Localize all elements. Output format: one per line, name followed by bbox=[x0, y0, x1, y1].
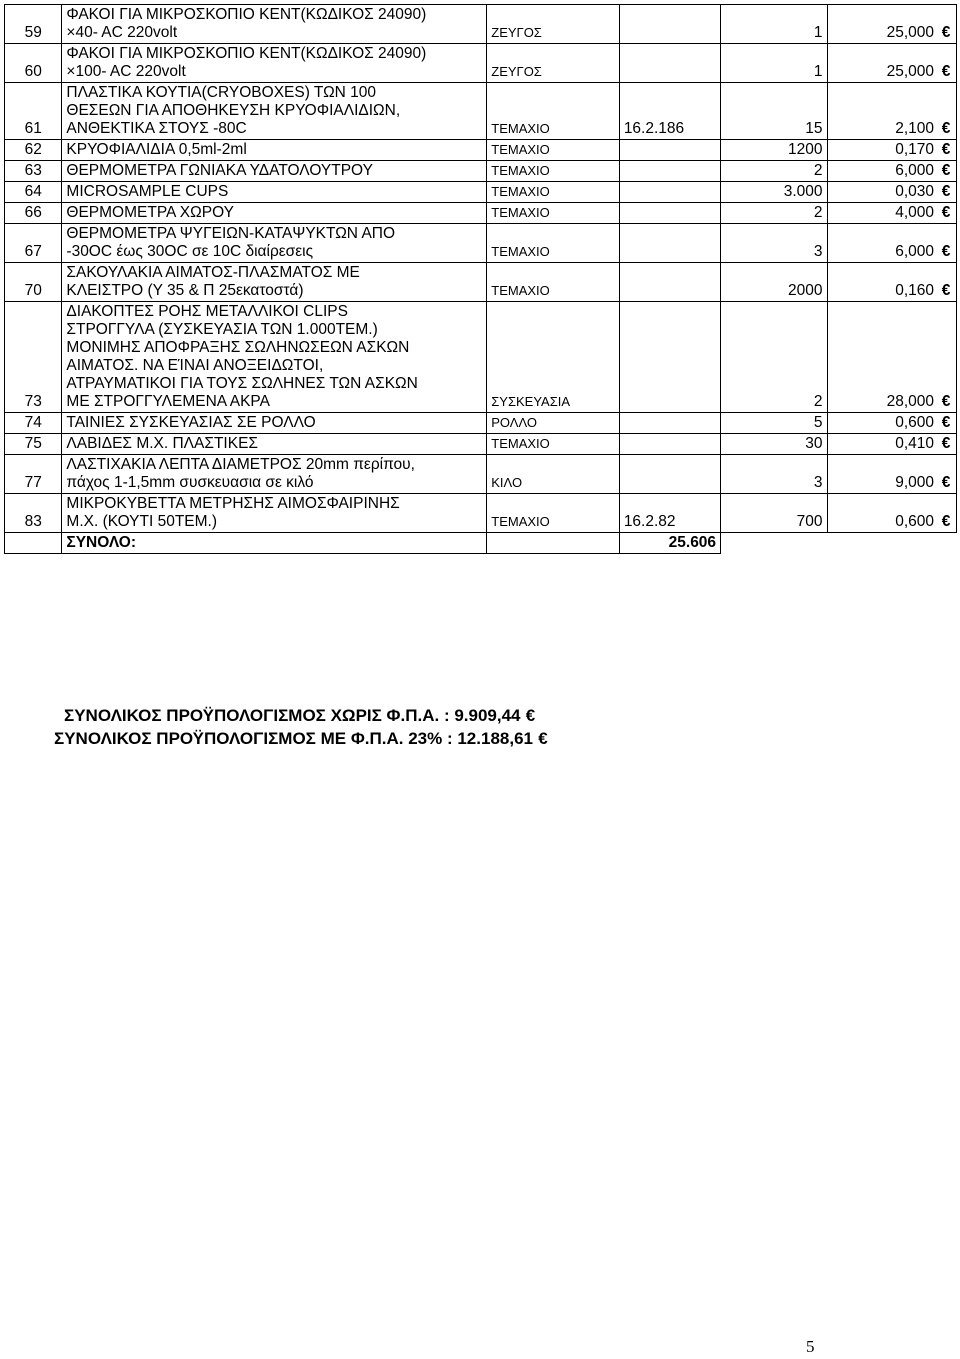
item-description bbox=[62, 455, 487, 494]
item-unit: ΤΕΜΑΧΙΟ bbox=[487, 161, 620, 182]
item-quantity: 1200 bbox=[721, 140, 827, 161]
item-number: 83 bbox=[5, 494, 62, 533]
total-num-cell bbox=[5, 533, 62, 554]
item-unit: ΤΕΜΑΧΙΟ bbox=[487, 182, 620, 203]
item-price: 0,030 bbox=[895, 183, 934, 200]
item-description bbox=[62, 434, 487, 455]
page-number: 5 bbox=[806, 1337, 815, 1356]
euro-icon: € bbox=[941, 183, 951, 200]
item-description bbox=[62, 182, 487, 203]
item-quantity: 1 bbox=[721, 44, 827, 83]
item-price-cell bbox=[827, 182, 956, 203]
item-description bbox=[62, 44, 487, 83]
summary-without-vat bbox=[64, 706, 537, 726]
item-date bbox=[619, 455, 720, 494]
item-number: 66 bbox=[5, 203, 62, 224]
euro-icon: € bbox=[941, 393, 951, 410]
item-date bbox=[619, 182, 720, 203]
item-price-cell bbox=[827, 140, 956, 161]
table-row bbox=[5, 455, 957, 494]
item-number: 75 bbox=[5, 434, 62, 455]
item-price: 0,600 bbox=[895, 513, 934, 530]
item-number: 70 bbox=[5, 263, 62, 302]
item-price: 25,000 bbox=[886, 63, 934, 80]
item-description-line: ΣΤΡΟΓΓΥΛΑ (ΣΥΣΚΕΥΑΣΙΑ ΤΩΝ 1.000ΤΕΜ.) bbox=[66, 321, 378, 338]
item-date bbox=[619, 5, 720, 44]
item-price: 25,000 bbox=[886, 24, 934, 41]
item-description-line: ΘΕΡΜΟΜΕΤΡΑ ΧΩΡΟΥ bbox=[66, 204, 234, 221]
item-quantity: 2 bbox=[721, 161, 827, 182]
item-price: 2,100 bbox=[895, 120, 934, 137]
euro-icon: € bbox=[538, 729, 548, 748]
item-description-line: Μ.Χ. (ΚΟΥΤΙ 50ΤΕΜ.) bbox=[66, 513, 218, 530]
item-unit: ΚΙΛΟ bbox=[487, 455, 620, 494]
item-description-line: ΣΑΚΟΥΛΑΚΙΑ ΑΙΜΑΤΟΣ-ΠΛΑΣΜΑΤΟΣ ΜΕ bbox=[66, 264, 360, 281]
item-price-cell bbox=[827, 5, 956, 44]
item-description bbox=[62, 140, 487, 161]
item-price-cell bbox=[827, 224, 956, 263]
item-number: 63 bbox=[5, 161, 62, 182]
item-number: 67 bbox=[5, 224, 62, 263]
item-quantity: 3.000 bbox=[721, 182, 827, 203]
item-price: 0,410 bbox=[895, 435, 934, 452]
item-description-line: ×40- AC 220volt bbox=[66, 24, 178, 41]
item-price: 4,000 bbox=[895, 204, 934, 221]
item-date bbox=[619, 44, 720, 83]
item-description-line: ΑΙΜΑΤΟΣ. ΝΑ ΕΊΝΑΙ ΑΝΟΞΕΙΔΩΤΟΙ, bbox=[66, 357, 324, 374]
item-description bbox=[62, 161, 487, 182]
item-description bbox=[62, 413, 487, 434]
item-date bbox=[619, 140, 720, 161]
total-row bbox=[5, 533, 957, 554]
item-price-cell bbox=[827, 83, 956, 140]
item-unit: ΤΕΜΑΧΙΟ bbox=[487, 203, 620, 224]
items-table bbox=[4, 4, 957, 554]
table-row bbox=[5, 413, 957, 434]
item-number: 62 bbox=[5, 140, 62, 161]
item-description-line: ΛΑΒΙΔΕΣ Μ.Χ. ΠΛΑΣΤΙΚΕΣ bbox=[66, 435, 258, 452]
item-description-line: ΔΙΑΚΟΠΤΕΣ ΡΟΗΣ ΜΕΤΑΛΛΙΚΟΙ CLIPS bbox=[66, 303, 348, 320]
euro-icon: € bbox=[525, 706, 536, 725]
euro-icon: € bbox=[941, 474, 951, 491]
item-price: 0,170 bbox=[895, 141, 934, 158]
item-date: 16.2.186 bbox=[619, 83, 720, 140]
item-date bbox=[619, 413, 720, 434]
item-description-line: ×100- AC 220volt bbox=[66, 63, 186, 80]
item-price: 6,000 bbox=[895, 243, 934, 260]
item-number: 60 bbox=[5, 44, 62, 83]
item-quantity: 2000 bbox=[721, 263, 827, 302]
item-price-cell bbox=[827, 203, 956, 224]
item-number: 61 bbox=[5, 83, 62, 140]
item-quantity: 3 bbox=[721, 455, 827, 494]
item-quantity: 700 bbox=[721, 494, 827, 533]
item-description-line: MICROSAMPLE CUPS bbox=[66, 183, 229, 200]
item-unit: ΤΕΜΑΧΙΟ bbox=[487, 494, 620, 533]
item-date: 16.2.82 bbox=[619, 494, 720, 533]
euro-icon: € bbox=[941, 141, 951, 158]
euro-icon: € bbox=[941, 24, 951, 41]
item-description bbox=[62, 83, 487, 140]
table-row bbox=[5, 203, 957, 224]
item-number: 59 bbox=[5, 5, 62, 44]
item-unit: ΤΕΜΑΧΙΟ bbox=[487, 434, 620, 455]
item-price: 28,000 bbox=[886, 393, 934, 410]
euro-icon: € bbox=[941, 435, 951, 452]
item-unit: ΤΕΜΑΧΙΟ bbox=[487, 83, 620, 140]
item-description-line: ΑΝΘΕΚΤΙΚΑ ΣΤΟΥΣ -80C bbox=[66, 120, 247, 137]
item-date bbox=[619, 434, 720, 455]
item-quantity: 30 bbox=[721, 434, 827, 455]
item-description-line: ΜΙΚΡΟΚΥΒΕΤΤΑ ΜΕΤΡΗΣΗΣ ΑΙΜΟΣΦΑΙΡΙΝΗΣ bbox=[66, 495, 400, 512]
summary-with-vat-text: ΣΥΝΟΛΙΚΟΣ ΠΡΟΫΠΟΛΟΓΙΣΜΟΣ ΜΕ Φ.Π.Α. 23% : 12.188,61 bbox=[54, 729, 533, 748]
item-description-line: ΦΑΚΟΙ ΓΙΑ ΜΙΚΡΟΣΚΟΠΙΟ ΚΕΝΤ(ΚΩΔΙΚΟΣ 24090) bbox=[66, 6, 427, 23]
item-number: 77 bbox=[5, 455, 62, 494]
summary-without-vat-text: ΣΥΝΟΛΙΚΟΣ ΠΡΟΫΠΟΛΟΓΙΣΜΟΣ ΧΩΡΙΣ Φ.Π.Α. : 9.909,44 bbox=[64, 706, 521, 725]
item-date bbox=[619, 263, 720, 302]
total-qty-cell bbox=[721, 533, 827, 554]
item-unit: ΣΥΣΚΕΥΑΣΙΑ bbox=[487, 302, 620, 413]
item-unit: ΤΕΜΑΧΙΟ bbox=[487, 263, 620, 302]
item-quantity: 1 bbox=[721, 5, 827, 44]
item-price: 6,000 bbox=[895, 162, 934, 179]
item-description-line: ΜΟΝΙΜΗΣ ΑΠΟΦΡΑΞΗΣ ΣΩΛΗΝΩΣΕΩΝ ΑΣΚΩΝ bbox=[66, 339, 410, 356]
items-table-body bbox=[5, 5, 957, 533]
item-description bbox=[62, 494, 487, 533]
table-row bbox=[5, 302, 957, 413]
item-date bbox=[619, 161, 720, 182]
item-date bbox=[619, 302, 720, 413]
table-row bbox=[5, 182, 957, 203]
item-price-cell bbox=[827, 455, 956, 494]
euro-icon: € bbox=[941, 414, 951, 431]
item-description-line: ΛΑΣΤΙΧΑΚΙΑ ΛΕΠΤΑ ΔΙΑΜΕΤΡΟΣ 20mm περίπου, bbox=[66, 456, 415, 473]
item-unit: ΤΕΜΑΧΙΟ bbox=[487, 224, 620, 263]
item-number: 74 bbox=[5, 413, 62, 434]
item-price-cell bbox=[827, 413, 956, 434]
euro-icon: € bbox=[941, 63, 951, 80]
item-price-cell bbox=[827, 263, 956, 302]
table-row bbox=[5, 494, 957, 533]
table-row bbox=[5, 224, 957, 263]
item-description bbox=[62, 203, 487, 224]
item-unit: ΖΕΥΓΟΣ bbox=[487, 5, 620, 44]
item-quantity: 5 bbox=[721, 413, 827, 434]
item-quantity: 2 bbox=[721, 302, 827, 413]
item-description-line: πάχος 1-1,5mm συσκευασια σε κιλό bbox=[66, 474, 314, 491]
item-description-line: ΤΑΙΝΙΕΣ ΣΥΣΚΕΥΑΣΙΑΣ ΣΕ ΡΟΛΛΟ bbox=[66, 414, 316, 431]
euro-icon: € bbox=[941, 162, 951, 179]
total-label: ΣΥΝΟΛΟ: bbox=[62, 533, 487, 554]
item-description-line: ΠΛΑΣΤΙΚΑ ΚΟΥΤΙΑ(CRYOBOXES) ΤΩΝ 100 bbox=[66, 84, 377, 101]
item-price: 0,600 bbox=[895, 414, 934, 431]
item-description-line: ΚΛΕΙΣΤΡΟ (Υ 35 & Π 25εκατοστά) bbox=[66, 282, 304, 299]
item-unit: ΖΕΥΓΟΣ bbox=[487, 44, 620, 83]
item-description bbox=[62, 224, 487, 263]
item-quantity: 15 bbox=[721, 83, 827, 140]
item-quantity: 3 bbox=[721, 224, 827, 263]
item-unit: ΤΕΜΑΧΙΟ bbox=[487, 140, 620, 161]
total-price-cell bbox=[827, 533, 956, 554]
euro-icon: € bbox=[941, 243, 951, 260]
item-price-cell bbox=[827, 494, 956, 533]
item-price: 0,160 bbox=[895, 282, 934, 299]
item-description-line: ΑΤΡΑΥΜΑΤΙΚΟΙ ΓΙΑ ΤΟΥΣ ΣΩΛΗΝΕΣ ΤΩΝ ΑΣΚΩΝ bbox=[66, 375, 418, 392]
euro-icon: € bbox=[941, 204, 951, 221]
table-row bbox=[5, 5, 957, 44]
item-price-cell bbox=[827, 161, 956, 182]
table-row bbox=[5, 140, 957, 161]
table-row bbox=[5, 83, 957, 140]
table-row bbox=[5, 434, 957, 455]
euro-icon: € bbox=[941, 120, 951, 137]
summary-with-vat bbox=[54, 729, 549, 749]
euro-icon: € bbox=[941, 282, 951, 299]
item-price-cell bbox=[827, 302, 956, 413]
item-description bbox=[62, 302, 487, 413]
total-unit-cell bbox=[487, 533, 620, 554]
item-description-line: -30ΟC έως 30ΟC σε 10C διαίρεσεις bbox=[66, 243, 314, 260]
item-description-line: ΜΕ ΣΤΡΟΓΓΥΛΕΜΕΝΑ ΑΚΡΑ bbox=[66, 393, 270, 410]
table-row bbox=[5, 161, 957, 182]
total-value: 25.606 bbox=[619, 533, 720, 554]
item-description bbox=[62, 5, 487, 44]
item-quantity: 2 bbox=[721, 203, 827, 224]
item-date bbox=[619, 203, 720, 224]
item-date bbox=[619, 224, 720, 263]
item-description-line: ΦΑΚΟΙ ΓΙΑ ΜΙΚΡΟΣΚΟΠΙΟ ΚΕΝΤ(ΚΩΔΙΚΟΣ 24090) bbox=[66, 45, 427, 62]
item-description-line: ΘΕΡΜΟΜΕΤΡΑ ΓΩΝΙΑΚΑ ΥΔΑΤΟΛΟΥΤΡΟΥ bbox=[66, 162, 373, 179]
item-description-line: ΘΕΣΕΩΝ ΓΙΑ ΑΠΟΘΗΚΕΥΣΗ ΚΡΥΟΦΙΑΛΙΔΙΩΝ, bbox=[66, 102, 401, 119]
item-description-line: ΚΡΥΟΦΙΑΛΙΔΙΑ 0,5ml-2ml bbox=[66, 141, 247, 158]
item-price-cell bbox=[827, 44, 956, 83]
item-description-line: ΘΕΡΜΟΜΕΤΡΑ ΨΥΓΕΙΩΝ-ΚΑΤΑΨΥΚΤΩΝ ΑΠΟ bbox=[66, 225, 396, 242]
item-number: 64 bbox=[5, 182, 62, 203]
item-price-cell bbox=[827, 434, 956, 455]
item-price: 9,000 bbox=[895, 474, 934, 491]
item-description bbox=[62, 263, 487, 302]
table-row bbox=[5, 263, 957, 302]
item-number: 73 bbox=[5, 302, 62, 413]
euro-icon: € bbox=[941, 513, 951, 530]
item-unit: ΡΟΛΛΟ bbox=[487, 413, 620, 434]
table-row bbox=[5, 44, 957, 83]
